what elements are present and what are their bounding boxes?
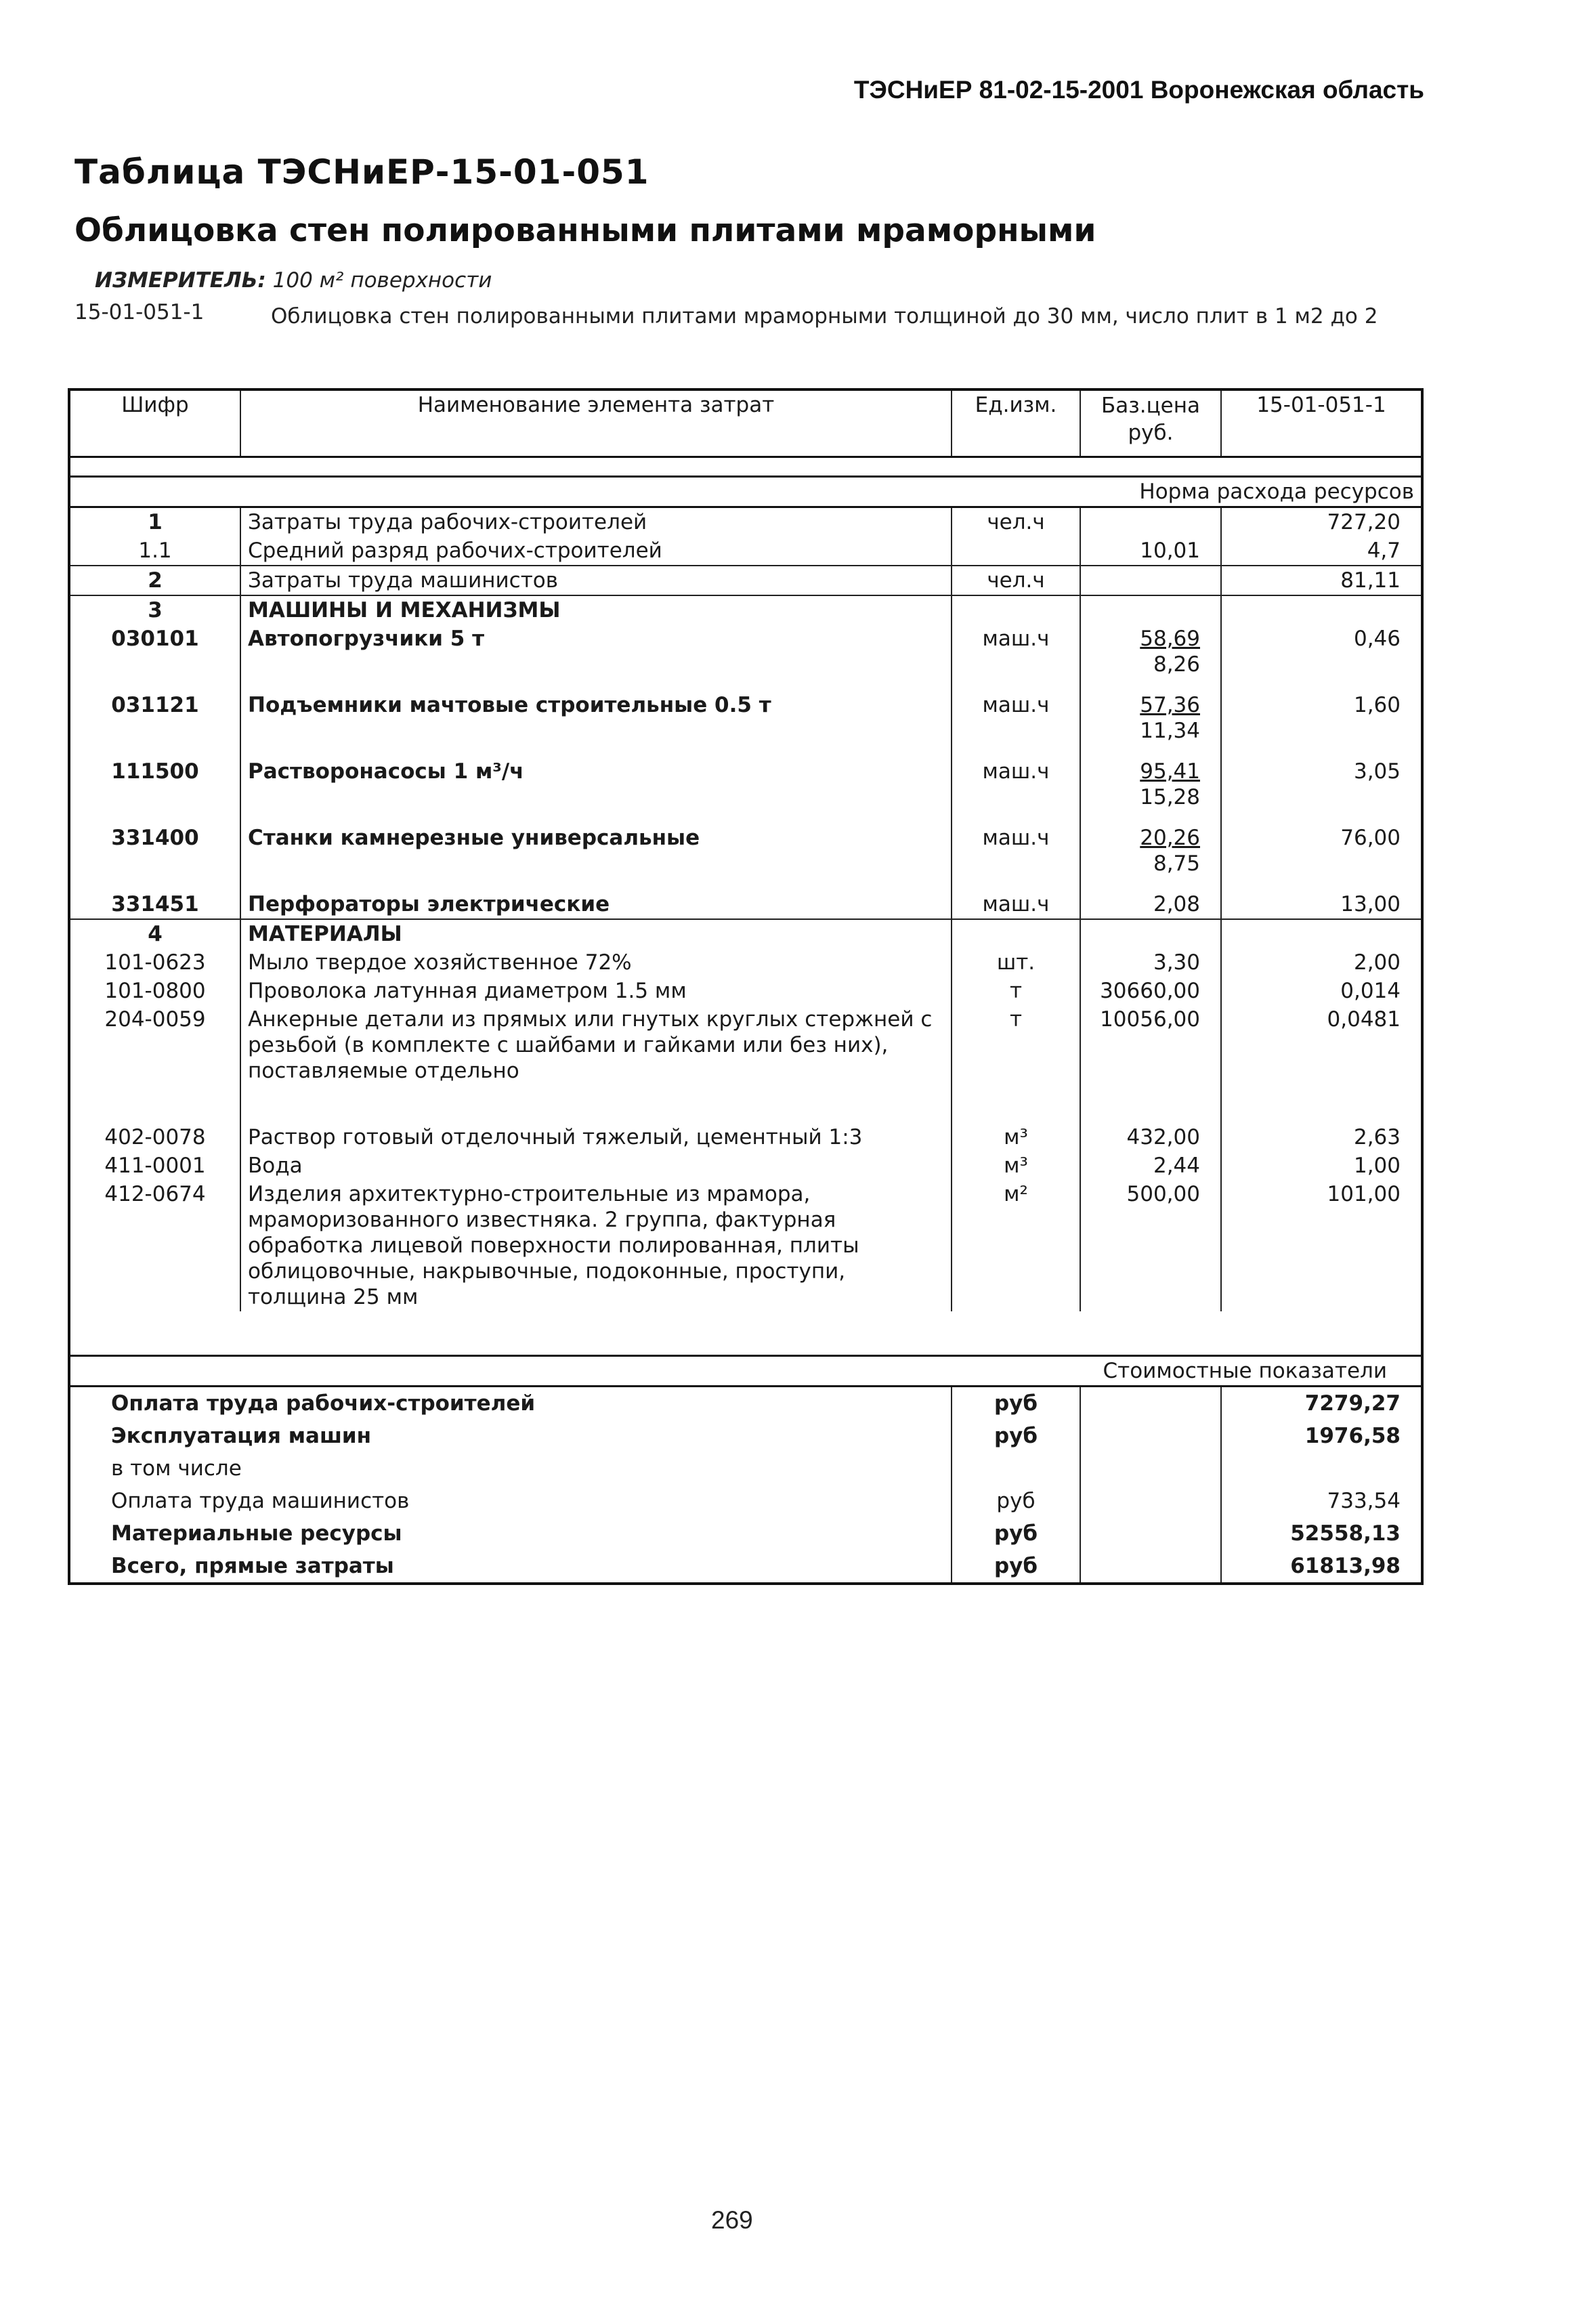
row-norm: 13,00: [1221, 890, 1422, 919]
resource-table: [68, 388, 1424, 1585]
item-code: 15-01-051-1: [74, 300, 205, 324]
table-row: [69, 566, 1422, 595]
summary-label: Эксплуатация машин: [69, 1420, 952, 1452]
row-price: [1080, 757, 1221, 824]
table-row: [69, 595, 1422, 625]
summary-unit: руб: [952, 1387, 1080, 1420]
table-row: [69, 1123, 1422, 1152]
row-code: 030101: [69, 625, 240, 691]
table-row: [69, 1180, 1422, 1311]
row-code: 3: [69, 595, 240, 625]
row-unit: т: [952, 977, 1080, 1005]
row-price-value: 3,30: [1153, 950, 1200, 975]
summary-value: 52558,13: [1221, 1517, 1422, 1550]
measurer-value: 100 м² поверхности: [272, 268, 492, 293]
summary-value: 61813,98: [1221, 1550, 1422, 1584]
summary-value: 1976,58: [1221, 1420, 1422, 1452]
row-price: [1080, 691, 1221, 757]
table-row: [69, 824, 1422, 890]
row-norm: 2,00: [1221, 948, 1422, 977]
row-norm: 76,00: [1221, 824, 1422, 890]
row-price-value: 30660,00: [1100, 979, 1200, 1003]
row-code: 331451: [69, 890, 240, 919]
summary-value: [1221, 1452, 1422, 1485]
table-row: [69, 890, 1422, 919]
row-price-value: 10056,00: [1100, 1007, 1200, 1032]
summary-unit: руб: [952, 1420, 1080, 1452]
summary-label: Всего, прямые затраты: [69, 1550, 952, 1584]
row-price-value: 58,69: [1140, 627, 1200, 651]
summary-empty: [1080, 1420, 1221, 1452]
row-unit: маш.ч: [952, 691, 1080, 757]
row-norm: 81,11: [1221, 566, 1422, 595]
row-norm: 0,0481: [1221, 1005, 1422, 1123]
summary-value: 7279,27: [1221, 1387, 1422, 1420]
row-code: 4: [69, 919, 240, 948]
band-resources-row: [69, 477, 1422, 507]
row-name: Подъемники мачтовые строительные 0.5 т: [240, 691, 952, 757]
table-title: Таблица ТЭСНиЕР-15-01-051: [74, 152, 649, 192]
row-price: [1080, 1180, 1221, 1311]
row-code: 412-0674: [69, 1180, 240, 1311]
table-row: [69, 757, 1422, 824]
summary-empty: [1080, 1485, 1221, 1517]
row-code: 2: [69, 566, 240, 595]
col-header-base-price: Баз.цена руб.: [1080, 389, 1221, 457]
band-costs: Стоимостные показатели: [69, 1356, 1422, 1387]
row-name: Затраты труда машинистов: [240, 566, 952, 595]
summary-label: в том числе: [69, 1452, 952, 1485]
page-number: 269: [711, 2206, 753, 2234]
row-price-secondary: 15,28: [1140, 785, 1200, 809]
table-row: [69, 625, 1422, 691]
summary-empty: [1080, 1550, 1221, 1584]
row-price-value: 95,41: [1140, 759, 1200, 784]
table-row: [69, 919, 1422, 948]
table-row: [69, 507, 1422, 537]
row-unit: м²: [952, 1180, 1080, 1311]
row-price-secondary: 11,34: [1140, 719, 1200, 743]
col-header-name: Наименование элемента затрат: [240, 389, 952, 457]
row-code: 402-0078: [69, 1123, 240, 1152]
summary-unit: [952, 1452, 1080, 1485]
table-row: [69, 948, 1422, 977]
row-price: [1080, 566, 1221, 595]
row-norm: 1,60: [1221, 691, 1422, 757]
row-price: [1080, 595, 1221, 625]
row-name: МАШИНЫ И МЕХАНИЗМЫ: [240, 595, 952, 625]
table-header-row: [69, 389, 1422, 457]
row-price: [1080, 919, 1221, 948]
row-unit: шт.: [952, 948, 1080, 977]
row-price-value: 20,26: [1140, 826, 1200, 850]
row-name: Раствор готовый отделочный тяжелый, цементный 1:3: [240, 1123, 952, 1152]
row-unit: [952, 919, 1080, 948]
col-header-norm: 15-01-051-1: [1221, 389, 1422, 457]
row-norm: 3,05: [1221, 757, 1422, 824]
row-price: [1080, 1123, 1221, 1152]
row-name: МАТЕРИАЛЫ: [240, 919, 952, 948]
summary-label: Материальные ресурсы: [69, 1517, 952, 1550]
row-code: 331400: [69, 824, 240, 890]
row-name: Перфораторы электрические: [240, 890, 952, 919]
row-norm: 2,63: [1221, 1123, 1422, 1152]
row-unit: [952, 536, 1080, 566]
row-price-secondary: 8,75: [1153, 851, 1200, 876]
summary-value: 733,54: [1221, 1485, 1422, 1517]
table-row: [69, 977, 1422, 1005]
row-price-value: 500,00: [1126, 1182, 1200, 1206]
row-price: [1080, 977, 1221, 1005]
row-norm: 1,00: [1221, 1152, 1422, 1180]
summary-row: [69, 1387, 1422, 1420]
summary-rows: [69, 1387, 1422, 1584]
table-row: [69, 691, 1422, 757]
row-unit: м³: [952, 1152, 1080, 1180]
row-price: [1080, 536, 1221, 566]
row-unit: маш.ч: [952, 824, 1080, 890]
item-description: Облицовка стен полированными плитами мраморными толщиной до 30 мм, число плит в 1 м2 до 2: [271, 304, 1378, 329]
band-resources: Норма расхода ресурсов: [69, 477, 1422, 507]
row-unit: т: [952, 1005, 1080, 1123]
row-price: [1080, 1152, 1221, 1180]
row-code: 1: [69, 507, 240, 537]
row-price-value: 57,36: [1140, 693, 1200, 717]
row-price-secondary: 8,26: [1153, 652, 1200, 677]
row-name: Автопогрузчики 5 т: [240, 625, 952, 691]
summary-row: [69, 1452, 1422, 1485]
summary-empty: [1080, 1517, 1221, 1550]
measurer: [95, 268, 492, 293]
row-name: Изделия архитектурно-строительные из мрамора, мраморизованного известняка. 2 группа, фактурная обработка лицевой поверхности полированная, плиты облицовочные, накрывочные, подоконные, проступи, толщина 25 мм: [240, 1180, 952, 1311]
row-norm: [1221, 595, 1422, 625]
row-price: [1080, 824, 1221, 890]
row-norm: 727,20: [1221, 507, 1422, 537]
table-row: [69, 1152, 1422, 1180]
summary-label: Оплата труда машинистов: [69, 1485, 952, 1517]
row-name: Растворонасосы 1 м³/ч: [240, 757, 952, 824]
row-code: 101-0623: [69, 948, 240, 977]
row-code: 411-0001: [69, 1152, 240, 1180]
row-code: 101-0800: [69, 977, 240, 1005]
table-row: [69, 1005, 1422, 1123]
document-header: ТЭСНиЕР 81-02-15-2001 Воронежская область: [853, 76, 1424, 104]
row-unit: чел.ч: [952, 566, 1080, 595]
row-unit: [952, 595, 1080, 625]
row-name: Средний разряд рабочих-строителей: [240, 536, 952, 566]
row-unit: чел.ч: [952, 507, 1080, 537]
summary-row: [69, 1420, 1422, 1452]
row-price: [1080, 1005, 1221, 1123]
row-price: [1080, 948, 1221, 977]
table-subtitle: Облицовка стен полированными плитами мраморными: [74, 212, 1096, 249]
row-code: 111500: [69, 757, 240, 824]
summary-unit: руб: [952, 1485, 1080, 1517]
row-norm: 101,00: [1221, 1180, 1422, 1311]
summary-row: [69, 1517, 1422, 1550]
row-norm: [1221, 919, 1422, 948]
row-name: Анкерные детали из прямых или гнутых круглых стержней с резьбой (в комплекте с шайбами и гайками или без них), поставляемые отдельно: [240, 1005, 952, 1123]
row-norm: 0,46: [1221, 625, 1422, 691]
row-price-value: 10,01: [1140, 538, 1200, 563]
row-price: [1080, 625, 1221, 691]
row-name: Мыло твердое хозяйственное 72%: [240, 948, 952, 977]
row-name: Затраты труда рабочих-строителей: [240, 507, 952, 537]
measurer-label: ИЗМЕРИТЕЛЬ:: [95, 268, 266, 293]
row-unit: маш.ч: [952, 757, 1080, 824]
row-price-value: 432,00: [1126, 1125, 1200, 1149]
summary-empty: [1080, 1452, 1221, 1485]
row-code: 1.1: [69, 536, 240, 566]
row-unit: маш.ч: [952, 890, 1080, 919]
row-code: 031121: [69, 691, 240, 757]
row-norm: 0,014: [1221, 977, 1422, 1005]
row-norm: 4,7: [1221, 536, 1422, 566]
row-name: Проволока латунная диаметром 1.5 мм: [240, 977, 952, 1005]
band-costs-row: [69, 1356, 1422, 1387]
row-unit: м³: [952, 1123, 1080, 1152]
summary-row: [69, 1485, 1422, 1517]
row-price: [1080, 890, 1221, 919]
row-code: 204-0059: [69, 1005, 240, 1123]
resource-rows: [69, 507, 1422, 1312]
row-price: [1080, 507, 1221, 537]
col-header-code: Шифр: [69, 389, 240, 457]
summary-empty: [1080, 1387, 1221, 1420]
row-name: Вода: [240, 1152, 952, 1180]
summary-label: Оплата труда рабочих-строителей: [69, 1387, 952, 1420]
row-price-value: 2,44: [1153, 1154, 1200, 1178]
row-unit: маш.ч: [952, 625, 1080, 691]
row-price-value: 2,08: [1153, 892, 1200, 916]
summary-unit: руб: [952, 1517, 1080, 1550]
col-header-unit: Ед.изм.: [952, 389, 1080, 457]
summary-unit: руб: [952, 1550, 1080, 1584]
table-row: [69, 536, 1422, 566]
summary-row: [69, 1550, 1422, 1584]
row-name: Станки камнерезные универсальные: [240, 824, 952, 890]
